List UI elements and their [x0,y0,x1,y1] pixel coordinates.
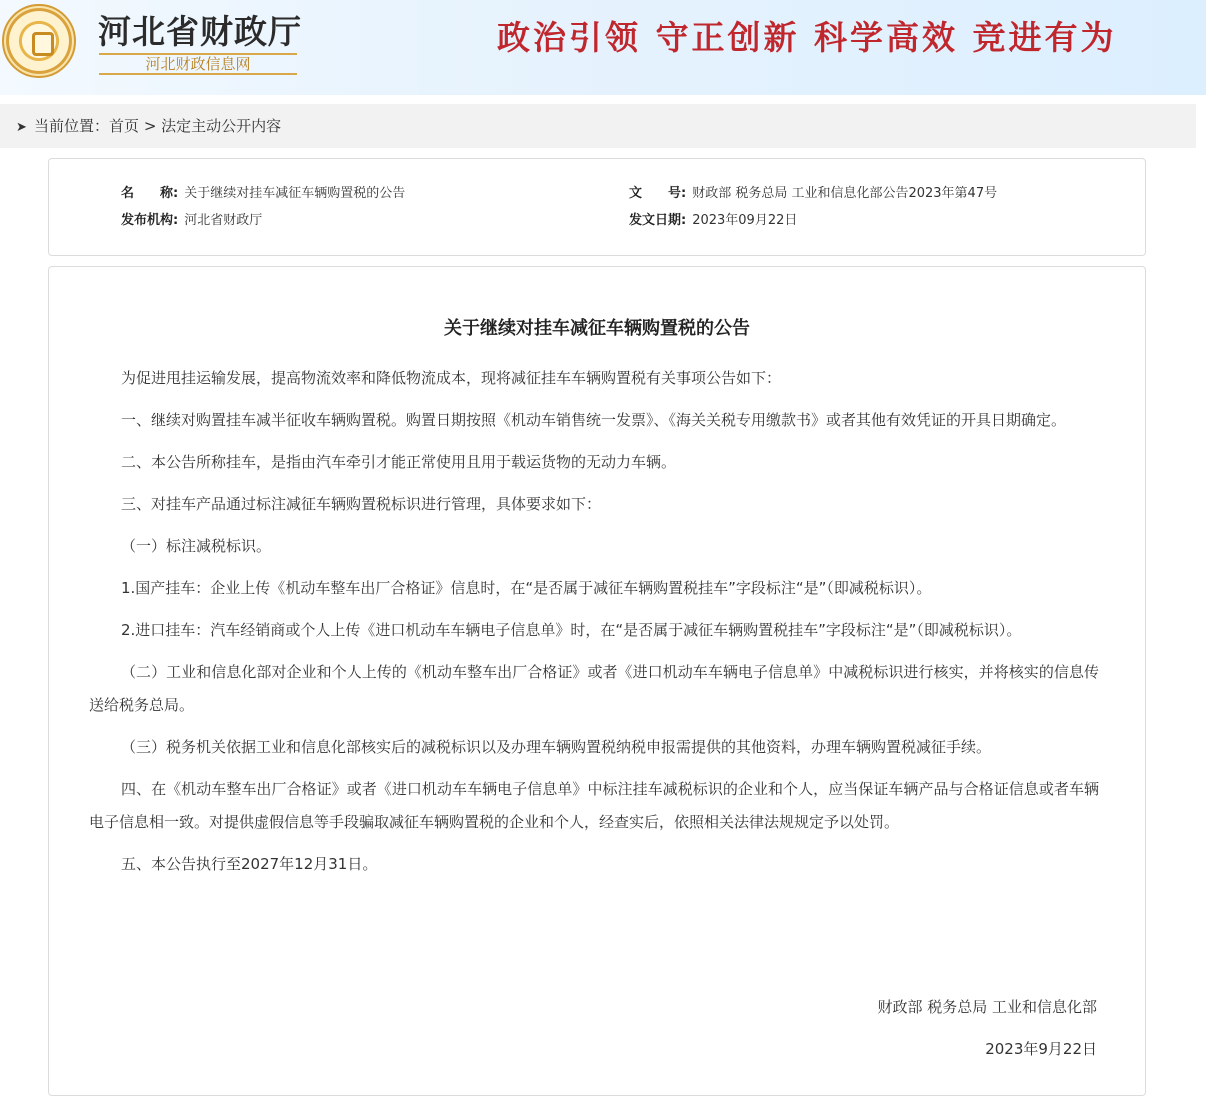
meta-name-value: 关于继续对挂车减征车辆购置税的公告 [184,186,406,201]
site-name[interactable]: 河北省财政厅 [98,12,302,51]
breadcrumb-bar [0,104,1196,148]
article-paragraph: （二）工业和信息化部对企业和个人上传的《机动车整车出厂合格证》或者《进口机动车车辆电子信息单》中减税标识进行核实，并将核实的信息传送给税务总局。 [89,663,1099,714]
meta-doc-number-label: 文 号: [629,186,687,201]
site-slogan: 政治引领 守正创新 科学高效 竞进有为 [497,18,1117,57]
meta-date-label: 发文日期: [629,213,687,228]
article-body [89,362,1099,890]
article-title: 关于继续对挂车减征车辆购置税的公告 [444,318,750,339]
breadcrumb-home-link[interactable]: 首页 [109,117,140,135]
site-header [0,0,1206,95]
article-paragraph: 三、对挂车产品通过标注减征车辆购置税标识进行管理，具体要求如下： [121,495,602,513]
article-signers: 财政部 税务总局 工业和信息化部 [877,998,1097,1016]
meta-date-value: 2023年09月22日 [692,213,798,228]
breadcrumb-current: 法定主动公开内容 [161,117,282,135]
article-paragraph: 为促进甩挂运输发展，提高物流效率和降低物流成本，现将减征挂车车辆购置税有关事项公告如下： [121,369,782,387]
meta-name [121,186,405,202]
document-meta-panel [48,158,1146,256]
breadcrumb-separator: > [143,117,157,135]
article-paragraph: 五、本公告执行至2027年12月31日。 [121,855,378,873]
article-paragraph: （一）标注减税标识。 [121,537,272,555]
meta-date [629,213,797,229]
meta-issuer-value: 河北省财政厅 [184,213,263,228]
breadcrumb-prefix: 当前位置： [34,117,110,135]
finance-emblem-icon[interactable] [2,4,76,78]
article-panel [48,266,1146,1096]
article-paragraph: 2.进口挂车：汽车经销商或个人上传《进口机动车车辆电子信息单》时，在“是否属于减征车辆购置税挂车”字段标注“是”（即减税标识）。 [121,621,1022,639]
article-paragraph: 1.国产挂车：企业上传《机动车整车出厂合格证》信息时，在“是否属于减征车辆购置税挂车”字段标注“是”（即减税标识）。 [121,579,932,597]
meta-doc-number-value: 财政部 税务总局 工业和信息化部公告2023年第47号 [692,186,998,201]
meta-issuer [121,213,262,229]
meta-issuer-label: 发布机构: [121,213,179,228]
article-sign-date: 2023年9月22日 [985,1040,1097,1058]
article-paragraph: 一、继续对购置挂车减半征收车辆购置税。购置日期按照《机动车销售统一发票》、《海关关税专用缴款书》或者其他有效凭证的开具日期确定。 [121,411,1067,429]
article-paragraph: 二、本公告所称挂车，是指由汽车牵引才能正常使用且用于载运货物的无动力车辆。 [121,453,677,471]
article-paragraph: 四、在《机动车整车出厂合格证》或者《进口机动车车辆电子信息单》中标注挂车减税标识的企业和个人，应当保证车辆产品与合格证信息或者车辆电子信息相一致。对提供虚假信息等手段骗取减征车辆购置税的企业和个人，经查实后，依照相关法律法规规定予以处罚。 [89,780,1099,831]
meta-doc-number [629,186,997,202]
location-arrow-icon: ➤ [16,120,27,135]
article-paragraph: （三）税务机关依据工业和信息化部核实后的减税标识以及办理车辆购置税纳税申报需提供的其他资料，办理车辆购置税减征手续。 [121,738,992,756]
breadcrumb [16,117,281,137]
meta-name-label: 名 称: [121,186,179,201]
site-subtitle: 河北财政信息网 [99,53,297,75]
